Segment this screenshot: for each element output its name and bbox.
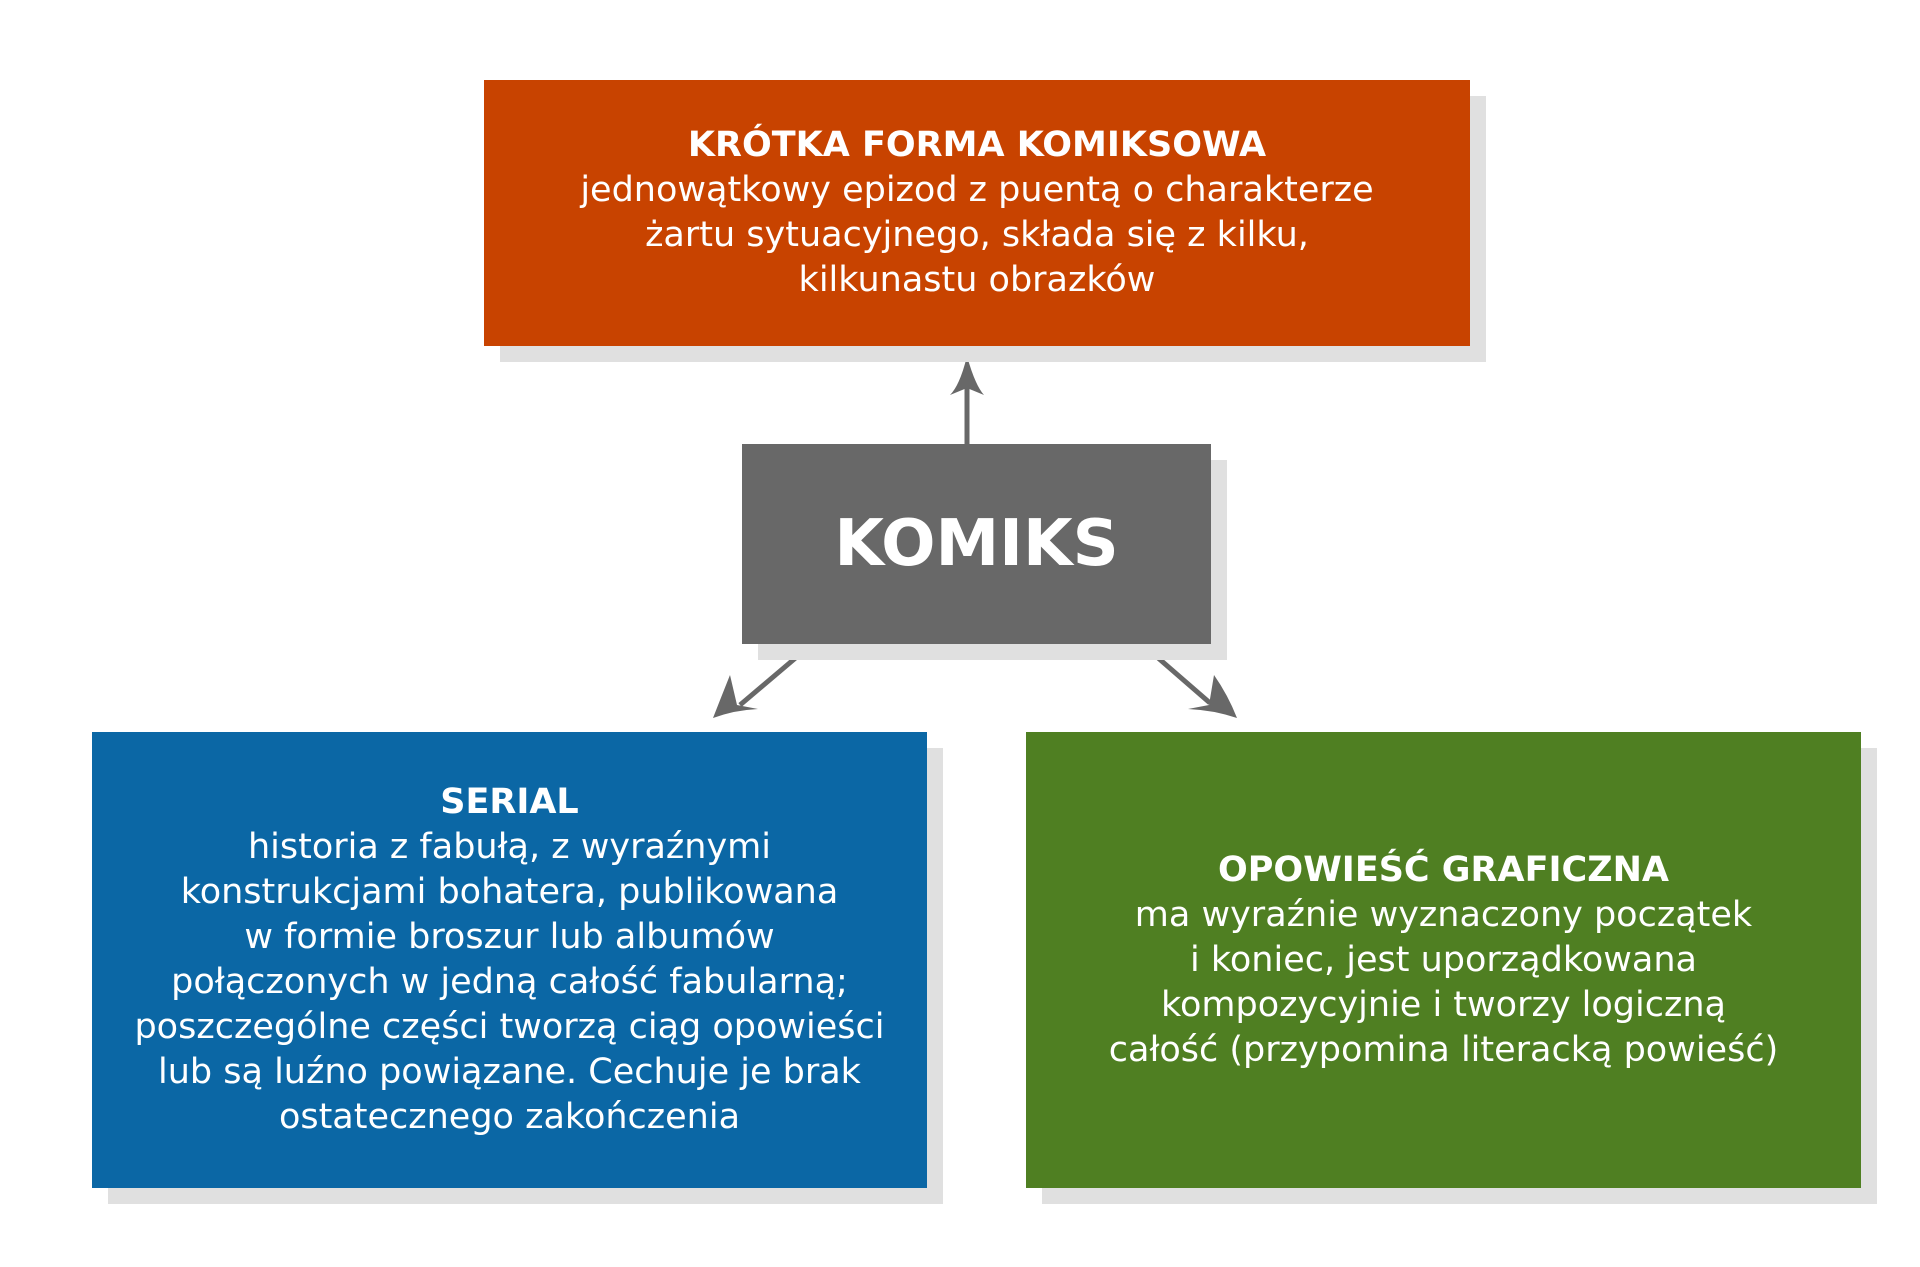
graphic-novel-title: OPOWIEŚĆ GRAFICZNA xyxy=(1218,849,1669,890)
graphic-novel-description: ma wyraźnie wyznaczony początek i koniec, jest uporządkowana kompozycyjnie i tworzy logiczną całość (przypomina literacką powieść) xyxy=(1108,894,1779,1070)
short-comic-form-box xyxy=(484,80,1470,346)
graphic-novel-box xyxy=(1026,732,1861,1188)
serial-title: SERIAL xyxy=(440,782,579,822)
komiks-box xyxy=(742,444,1211,644)
serial-box xyxy=(92,732,927,1188)
arrow-to-right xyxy=(1142,644,1210,703)
short-comic-form-description: jednowątkowy epizod z puentą o charakterze żartu sytuacyjnego, składa się z kilku, kilkunastu obrazków xyxy=(580,170,1374,300)
serial-description: historia z fabułą, z wyraźnymi konstrukcjami bohatera, publikowana w formie broszur lub albumów połączonych w jedną całość fabularną; poszczególne części tworzą ciąg opowieści lub są luźno powiązane. Cechuje je brak ostatecznego zakończenia xyxy=(134,827,885,1137)
short-comic-form-title: KRÓTKA FORMA KOMIKSOWA xyxy=(687,125,1267,165)
arrow-head-right xyxy=(1188,675,1237,718)
arrow-to-left xyxy=(740,644,812,705)
komiks-title: KOMIKS xyxy=(834,507,1119,581)
